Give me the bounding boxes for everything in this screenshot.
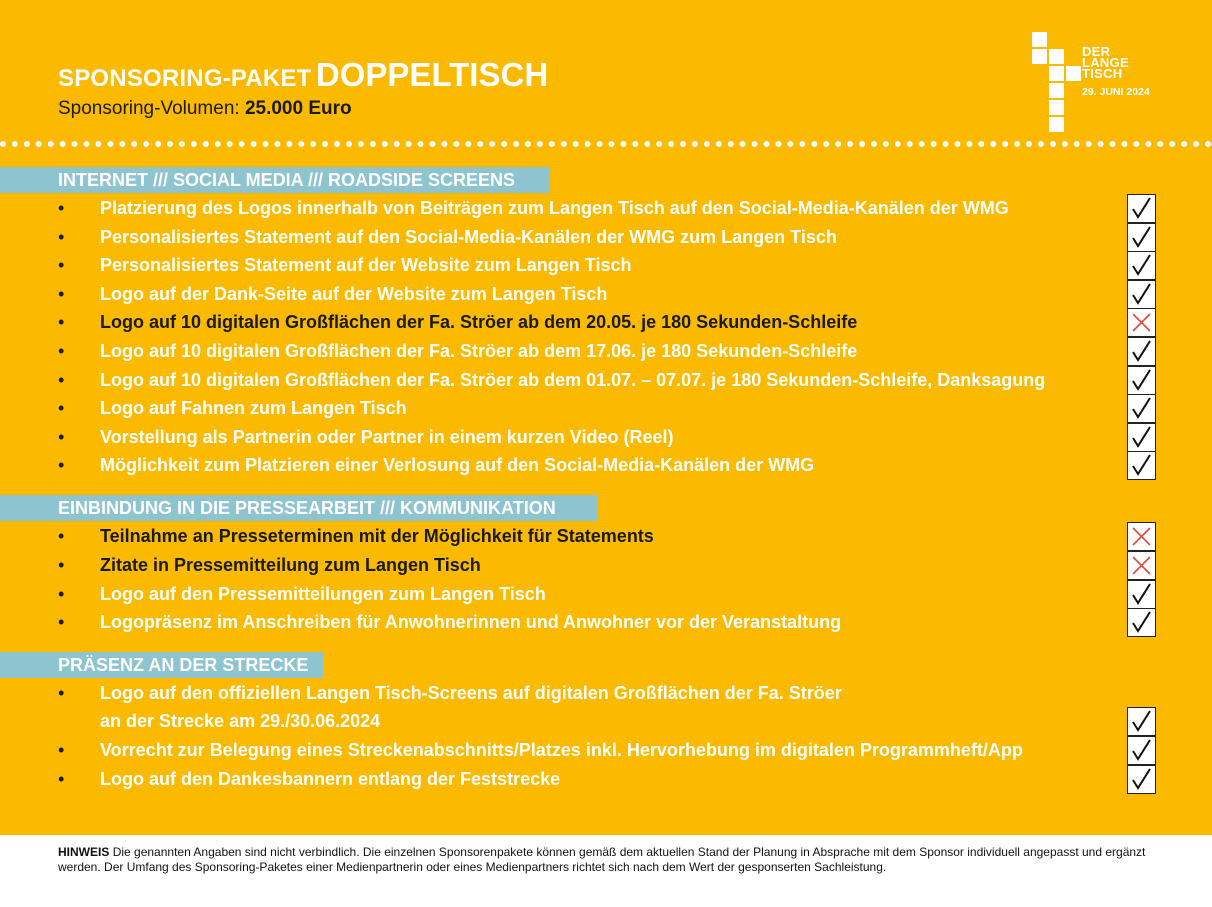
- status-box: [1127, 280, 1156, 309]
- list-item: [0, 394, 1212, 422]
- item-text: Platzierung des Logos innerhalb von Beiträgen zum Langen Tisch auf den Social-Media-Kanälen der WMG: [100, 198, 1009, 218]
- item-text: Vorstellung als Partnerin oder Partner in einem kurzen Video (Reel): [100, 427, 674, 447]
- footer-note: [58, 845, 1158, 875]
- bullet: •: [58, 555, 65, 575]
- check-icon: [1129, 425, 1154, 450]
- bullet: •: [58, 341, 65, 361]
- list-item: [0, 223, 1212, 251]
- item-text: Zitate in Pressemitteilung zum Langen Tisch: [100, 555, 481, 575]
- item-text: Logo auf den Dankesbannern entlang der Feststrecke: [100, 769, 561, 789]
- logo-square: [1049, 117, 1064, 132]
- list-item: [0, 551, 1212, 579]
- logo-line: DER: [1082, 44, 1111, 59]
- check-icon: [1129, 253, 1154, 278]
- cross-icon: [1129, 553, 1154, 578]
- bullet: •: [58, 740, 65, 760]
- item-text: Logo auf der Dank-Seite auf der Website zum Langen Tisch: [100, 284, 608, 304]
- bullet: •: [58, 398, 65, 418]
- item-text: Logo auf 10 digitalen Großflächen der Fa. Ströer ab dem 01.07. – 07.07. je 180 Sekunden-Schleife, Danksagung: [100, 370, 1046, 390]
- list-item: [0, 580, 1212, 608]
- bullet: •: [58, 312, 65, 332]
- cross-icon: [1129, 524, 1154, 549]
- bullet: •: [58, 255, 65, 275]
- logo-wordmark: [1082, 46, 1129, 79]
- logo-line: TISCH: [1082, 66, 1123, 81]
- volume-value: 25.000 Euro: [244, 98, 352, 119]
- bullet: •: [58, 584, 65, 604]
- title-prefix: SPONSORING-PAKET: [58, 65, 312, 92]
- item-text: Logo auf Fahnen zum Langen Tisch: [100, 398, 407, 418]
- list-item: [0, 280, 1212, 308]
- status-box: [1127, 366, 1156, 395]
- check-icon: [1129, 610, 1154, 635]
- section-header: EINBINDUNG IN DIE PRESSEARBEIT /// KOMMUNIKATION: [0, 495, 597, 521]
- check-icon: [1129, 339, 1154, 364]
- list-item: [0, 423, 1212, 451]
- logo-line: LANGE: [1082, 55, 1129, 70]
- logo-square: [1032, 49, 1047, 64]
- list-item: [0, 251, 1212, 279]
- logo-square: [1049, 49, 1064, 64]
- status-box: [1127, 736, 1156, 765]
- list-item: [0, 337, 1212, 365]
- status-box: [1127, 522, 1156, 551]
- check-icon: [1129, 282, 1154, 307]
- logo-square: [1049, 100, 1064, 115]
- status-box: [1127, 223, 1156, 252]
- bullet: •: [58, 198, 65, 218]
- logo-square: [1049, 66, 1064, 81]
- bullet: •: [58, 455, 65, 475]
- check-icon: [1129, 225, 1154, 250]
- logo-square: [1066, 66, 1081, 81]
- bullet: •: [58, 769, 65, 789]
- der-lange-tisch-logo: [1030, 30, 1170, 134]
- item-text: Teilnahme an Presseterminen mit der Möglichkeit für Statements: [100, 526, 654, 546]
- status-box: [1127, 451, 1156, 480]
- item-text: Vorrecht zur Belegung eines Streckenabschnitts/Platzes inkl. Hervorhebung im digitalen Programmheft/App: [100, 740, 1023, 760]
- dotted-divider: [0, 141, 1212, 147]
- sponsoring-volume: [58, 98, 352, 120]
- bullet: •: [58, 227, 65, 247]
- check-icon: [1129, 767, 1154, 792]
- list-item: [0, 451, 1212, 479]
- page-title: [58, 56, 548, 94]
- status-box: [1127, 551, 1156, 580]
- list-item: [0, 194, 1212, 222]
- status-box: [1127, 394, 1156, 423]
- item-text: Personalisiertes Statement auf der Website zum Langen Tisch: [100, 255, 632, 275]
- logo-square: [1049, 83, 1064, 98]
- status-box: [1127, 707, 1156, 736]
- list-item: [0, 765, 1212, 793]
- hint-label: HINWEIS: [58, 845, 110, 859]
- check-icon: [1129, 453, 1154, 478]
- list-item: [0, 608, 1212, 636]
- check-icon: [1129, 396, 1154, 421]
- status-box: [1127, 765, 1156, 794]
- list-item: [0, 522, 1212, 550]
- bullet: •: [58, 370, 65, 390]
- item-text: Personalisiertes Statement auf den Social-Media-Kanälen der WMG zum Langen Tisch: [100, 227, 837, 247]
- item-text: Logo auf 10 digitalen Großflächen der Fa. Ströer ab dem 20.05. je 180 Sekunden-Schleife: [100, 312, 858, 332]
- title-main: DOPPELTISCH: [315, 56, 549, 93]
- item-text: Logo auf 10 digitalen Großflächen der Fa. Ströer ab dem 17.06. je 180 Sekunden-Schleife: [100, 341, 858, 361]
- status-box: [1127, 608, 1156, 637]
- list-item: [0, 679, 1212, 735]
- bullet: •: [58, 427, 65, 447]
- logo-square: [1032, 32, 1047, 47]
- bullet: •: [58, 612, 65, 632]
- status-box: [1127, 423, 1156, 452]
- check-icon: [1129, 582, 1154, 607]
- bullet: •: [58, 526, 65, 546]
- item-text: Möglichkeit zum Platzieren einer Verlosung auf den Social-Media-Kanälen der WMG: [100, 455, 815, 475]
- list-item: [0, 308, 1212, 336]
- section-header: PRÄSENZ AN DER STRECKE: [0, 652, 323, 678]
- hint-text: Die genannten Angaben sind nicht verbindlich. Die einzelnen Sponsorenpakete können gemäß dem aktuellen Stand der Planung in Absprache mit dem Sponsor individuell angepasst und ergänzt werden. Der Umfang des Sponsoring-Paketes einer Medienpartnerin oder eines Medienpartners richtet sich nach dem Wert der gesponserten Sachleistung.: [58, 845, 1146, 874]
- volume-label: Sponsoring-Volumen:: [58, 98, 240, 119]
- item-text-continued: an der Strecke am 29./30.06.2024: [100, 711, 381, 731]
- check-icon: [1129, 738, 1154, 763]
- section-header: INTERNET /// SOCIAL MEDIA /// ROADSIDE SCREENS: [0, 167, 550, 193]
- check-icon: [1129, 709, 1154, 734]
- status-box: [1127, 194, 1156, 223]
- item-text: Logo auf den offiziellen Langen Tisch-Screens auf digitalen Großflächen der Fa. Ströer: [100, 683, 842, 703]
- item-text: Logo auf den Pressemitteilungen zum Langen Tisch: [100, 584, 546, 604]
- logo-date: 29. JUNI 2024: [1082, 86, 1150, 98]
- list-item: [0, 736, 1212, 764]
- status-box: [1127, 308, 1156, 337]
- check-icon: [1129, 196, 1154, 221]
- item-text: Logopräsenz im Anschreiben für Anwohnerinnen und Anwohner vor der Veranstaltung: [100, 612, 842, 632]
- list-item: [0, 366, 1212, 394]
- bullet: •: [58, 683, 65, 703]
- check-icon: [1129, 368, 1154, 393]
- status-box: [1127, 580, 1156, 609]
- cross-icon: [1129, 310, 1154, 335]
- status-box: [1127, 337, 1156, 366]
- status-box: [1127, 251, 1156, 280]
- bullet: •: [58, 284, 65, 304]
